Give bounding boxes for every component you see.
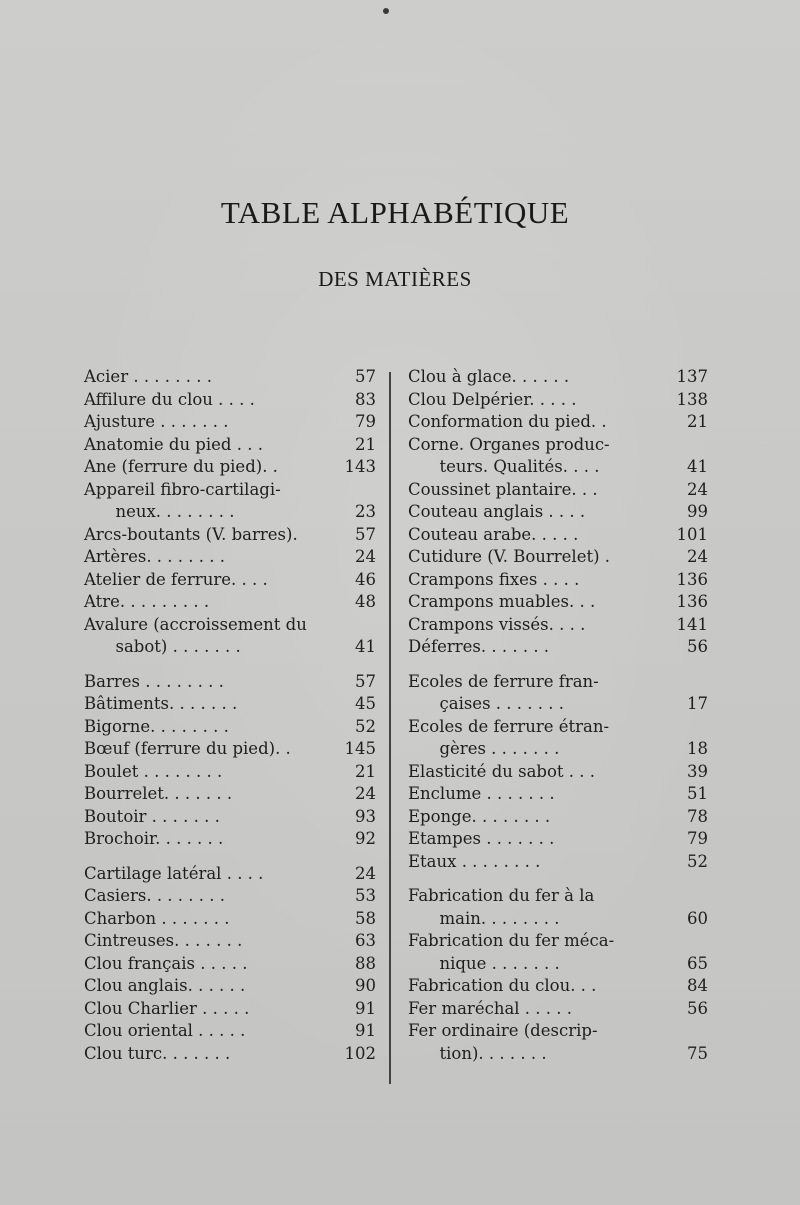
entry-page-number: 91 bbox=[355, 998, 376, 1018]
entry-label: Enclume . . . . . . . bbox=[408, 784, 555, 803]
entry-label: Clou à glace. . . . . . bbox=[408, 367, 570, 386]
entry-label: Ecoles de ferrure fran- çaises . . . . . . . bbox=[408, 671, 599, 713]
entry-page-number: 58 bbox=[355, 908, 376, 928]
index-entry bbox=[84, 885, 376, 908]
entry-label: Etampes . . . . . . . bbox=[408, 829, 555, 848]
index-entry bbox=[408, 524, 708, 547]
index-entry bbox=[84, 546, 376, 569]
index-entry bbox=[84, 524, 376, 547]
entry-label: Coussinet plantaire. . . bbox=[408, 479, 598, 499]
entry-page-number: 99 bbox=[687, 502, 708, 521]
section-gap bbox=[408, 659, 708, 671]
entry-page-number: 57 bbox=[355, 671, 376, 691]
entry-label: Corne. Organes produc- teurs. Qualités. . . . bbox=[408, 434, 610, 476]
index-entry bbox=[408, 761, 708, 784]
index-entry bbox=[408, 930, 708, 975]
entry-label: Boulet . . . . . . . . bbox=[84, 761, 223, 781]
entry-label: Ajusture . . . . . . . bbox=[84, 412, 229, 431]
entry-label: Avalure (accroissement du sabot) . . . . . . . bbox=[84, 614, 307, 656]
entry-label: Crampons vissés. . . . bbox=[408, 614, 586, 634]
index-entry bbox=[84, 366, 376, 389]
entry-page-number: 21 bbox=[355, 434, 376, 454]
index-entry bbox=[84, 479, 376, 524]
index-entry bbox=[408, 975, 708, 998]
entry-label: Artères. . . . . . . . bbox=[84, 547, 225, 566]
entry-page-number: 46 bbox=[355, 569, 376, 589]
entry-label: Fabrication du fer à la main. . . . . . . . bbox=[408, 886, 595, 928]
entry-page-number: 39 bbox=[687, 761, 708, 781]
entry-page-number: 24 bbox=[687, 479, 708, 499]
entry-page-number: 48 bbox=[355, 592, 376, 611]
index-entry bbox=[84, 828, 376, 851]
index-entry bbox=[408, 671, 708, 716]
index-entry bbox=[84, 975, 376, 998]
entry-page-number: 57 bbox=[355, 524, 376, 544]
entry-page-number: 53 bbox=[355, 886, 376, 905]
index-entry bbox=[408, 411, 708, 434]
entry-page-number: 65 bbox=[687, 953, 708, 973]
index-entry bbox=[84, 761, 376, 784]
entry-page-number: 21 bbox=[355, 761, 376, 781]
page-title: TABLE ALPHABÉTIQUE bbox=[220, 195, 570, 230]
index-entry bbox=[408, 591, 708, 614]
index-column-left bbox=[84, 366, 376, 1065]
entry-page-number: 83 bbox=[355, 389, 376, 409]
entry-label: Clou turc. . . . . . . bbox=[84, 1043, 231, 1063]
entry-label: Crampons fixes . . . . bbox=[408, 569, 580, 589]
entry-page-number: 90 bbox=[355, 976, 376, 995]
entry-label: Casiers. . . . . . . . bbox=[84, 886, 225, 905]
index-entry bbox=[84, 456, 376, 479]
index-entry bbox=[84, 716, 376, 739]
entry-label: Brochoir. . . . . . . bbox=[84, 829, 224, 848]
entry-label: Cintreuses. . . . . . . bbox=[84, 931, 243, 950]
entry-label: Appareil fibro-cartilagi- neux. . . . . . . . bbox=[84, 479, 281, 521]
index-entry bbox=[408, 614, 708, 637]
entry-label: Fabrication du fer méca- nique . . . . . . . bbox=[408, 931, 615, 973]
index-entry bbox=[84, 591, 376, 614]
entry-page-number: 93 bbox=[355, 806, 376, 826]
entry-label: Fabrication du clou. . . bbox=[408, 976, 597, 995]
index-entry bbox=[408, 851, 708, 874]
entry-label: Couteau arabe. . . . . bbox=[408, 524, 579, 544]
index-entry bbox=[408, 366, 708, 389]
entry-page-number: 45 bbox=[355, 694, 376, 713]
entry-label: Crampons muables. . . bbox=[408, 592, 596, 611]
entry-page-number: 75 bbox=[687, 1043, 708, 1063]
index-entry bbox=[408, 546, 708, 569]
entry-label: Ecoles de ferrure étran- gères . . . . . . . bbox=[408, 716, 610, 758]
index-column-right bbox=[408, 366, 708, 1065]
index-entry bbox=[408, 501, 708, 524]
entry-label: Eponge. . . . . . . . bbox=[408, 806, 551, 826]
entry-page-number: 136 bbox=[676, 569, 708, 589]
entry-page-number: 24 bbox=[355, 784, 376, 803]
entry-label: Conformation du pied. . bbox=[408, 412, 607, 431]
index-entry bbox=[84, 389, 376, 412]
entry-page-number: 24 bbox=[355, 863, 376, 883]
entry-label: Cartilage latéral . . . . bbox=[84, 863, 264, 883]
index-entry bbox=[84, 738, 376, 761]
entry-label: Bourrelet. . . . . . . bbox=[84, 784, 233, 803]
index-entry bbox=[408, 389, 708, 412]
entry-label: Barres . . . . . . . . bbox=[84, 671, 224, 691]
entry-page-number: 21 bbox=[687, 412, 708, 431]
entry-label: Bigorne. . . . . . . . bbox=[84, 716, 229, 736]
index-entry bbox=[408, 716, 708, 761]
entry-page-number: 63 bbox=[355, 931, 376, 950]
index-entry bbox=[408, 434, 708, 479]
entry-page-number: 41 bbox=[355, 637, 376, 656]
entry-label: Boutoir . . . . . . . bbox=[84, 806, 220, 826]
entry-label: Arcs-boutants (V. barres). bbox=[84, 524, 298, 544]
entry-page-number: 18 bbox=[687, 739, 708, 758]
entry-page-number: 137 bbox=[676, 367, 708, 386]
index-entry bbox=[408, 828, 708, 851]
entry-page-number: 56 bbox=[687, 998, 708, 1018]
entry-page-number: 92 bbox=[355, 829, 376, 848]
entry-page-number: 88 bbox=[355, 953, 376, 973]
entry-page-number: 141 bbox=[676, 614, 708, 634]
index-entry bbox=[84, 998, 376, 1021]
entry-page-number: 102 bbox=[344, 1043, 376, 1063]
index-entry bbox=[84, 930, 376, 953]
entry-page-number: 138 bbox=[676, 389, 708, 409]
entry-label: Clou Charlier . . . . . bbox=[84, 998, 250, 1018]
entry-label: Etaux . . . . . . . . bbox=[408, 851, 541, 871]
index-entry bbox=[84, 693, 376, 716]
index-entry bbox=[84, 863, 376, 886]
entry-page-number: 79 bbox=[687, 829, 708, 848]
entry-page-number: 91 bbox=[355, 1021, 376, 1040]
index-entry bbox=[84, 1020, 376, 1043]
entry-label: Clou oriental . . . . . bbox=[84, 1021, 246, 1040]
entry-page-number: 79 bbox=[355, 412, 376, 431]
entry-label: Charbon . . . . . . . bbox=[84, 908, 230, 928]
entry-label: Fer maréchal . . . . . bbox=[408, 998, 573, 1018]
entry-label: Bâtiments. . . . . . . bbox=[84, 694, 238, 713]
entry-label: Affilure du clou . . . . bbox=[84, 389, 255, 409]
entry-page-number: 52 bbox=[687, 851, 708, 871]
entry-page-number: 17 bbox=[687, 694, 708, 713]
column-divider bbox=[389, 372, 391, 1084]
section-gap bbox=[408, 873, 708, 885]
entry-page-number: 51 bbox=[687, 784, 708, 803]
index-entry bbox=[408, 569, 708, 592]
entry-page-number: 23 bbox=[355, 502, 376, 521]
entry-label: Anatomie du pied . . . bbox=[84, 434, 263, 454]
page-subtitle: DES MATIÈRES bbox=[318, 267, 472, 291]
entry-label: Couteau anglais . . . . bbox=[408, 502, 586, 521]
entry-label: Clou anglais. . . . . . bbox=[84, 976, 246, 995]
entry-page-number: 56 bbox=[687, 637, 708, 656]
index-entry bbox=[84, 411, 376, 434]
index-entry bbox=[408, 1020, 708, 1065]
entry-label: Fer ordinaire (descrip- tion). . . . . . . bbox=[408, 1021, 598, 1063]
index-entry bbox=[84, 1043, 376, 1066]
index-entry bbox=[84, 908, 376, 931]
section-gap bbox=[84, 659, 376, 671]
entry-page-number: 24 bbox=[355, 547, 376, 566]
index-entry bbox=[408, 806, 708, 829]
entry-page-number: 60 bbox=[687, 908, 708, 928]
entry-label: Acier . . . . . . . . bbox=[84, 367, 213, 386]
index-entry bbox=[84, 783, 376, 806]
index-entry bbox=[408, 479, 708, 502]
index-entry bbox=[84, 671, 376, 694]
entry-label: Elasticité du sabot . . . bbox=[408, 761, 596, 781]
entry-label: Atelier de ferrure. . . . bbox=[84, 569, 268, 589]
entry-page-number: 136 bbox=[676, 592, 708, 611]
entry-page-number: 145 bbox=[344, 739, 376, 758]
index-entry bbox=[408, 783, 708, 806]
entry-page-number: 101 bbox=[676, 524, 708, 544]
entry-label: Clou Delpérier. . . . . bbox=[408, 389, 577, 409]
entry-page-number: 57 bbox=[355, 367, 376, 386]
entry-label: Cutidure (V. Bourrelet) . bbox=[408, 547, 611, 566]
entry-label: Clou français . . . . . bbox=[84, 953, 248, 973]
entry-page-number: 143 bbox=[344, 457, 376, 476]
index-entry bbox=[84, 434, 376, 457]
index-entry bbox=[408, 636, 708, 659]
entry-page-number: 84 bbox=[687, 976, 708, 995]
index-entry bbox=[408, 885, 708, 930]
entry-page-number: 52 bbox=[355, 716, 376, 736]
entry-page-number: 41 bbox=[687, 457, 708, 476]
entry-label: Atre. . . . . . . . . bbox=[84, 592, 210, 611]
entry-label: Bœuf (ferrure du pied). . bbox=[84, 739, 291, 758]
section-gap bbox=[84, 851, 376, 863]
entry-label: Ane (ferrure du pied). . bbox=[84, 457, 278, 476]
index-entry bbox=[84, 806, 376, 829]
entry-label: Déferres. . . . . . . bbox=[408, 637, 550, 656]
index-entry bbox=[84, 614, 376, 659]
index-entry bbox=[408, 998, 708, 1021]
index-entry bbox=[84, 569, 376, 592]
index-entry bbox=[84, 953, 376, 976]
entry-page-number: 24 bbox=[687, 547, 708, 566]
ink-speck bbox=[383, 8, 389, 14]
entry-page-number: 78 bbox=[687, 806, 708, 826]
